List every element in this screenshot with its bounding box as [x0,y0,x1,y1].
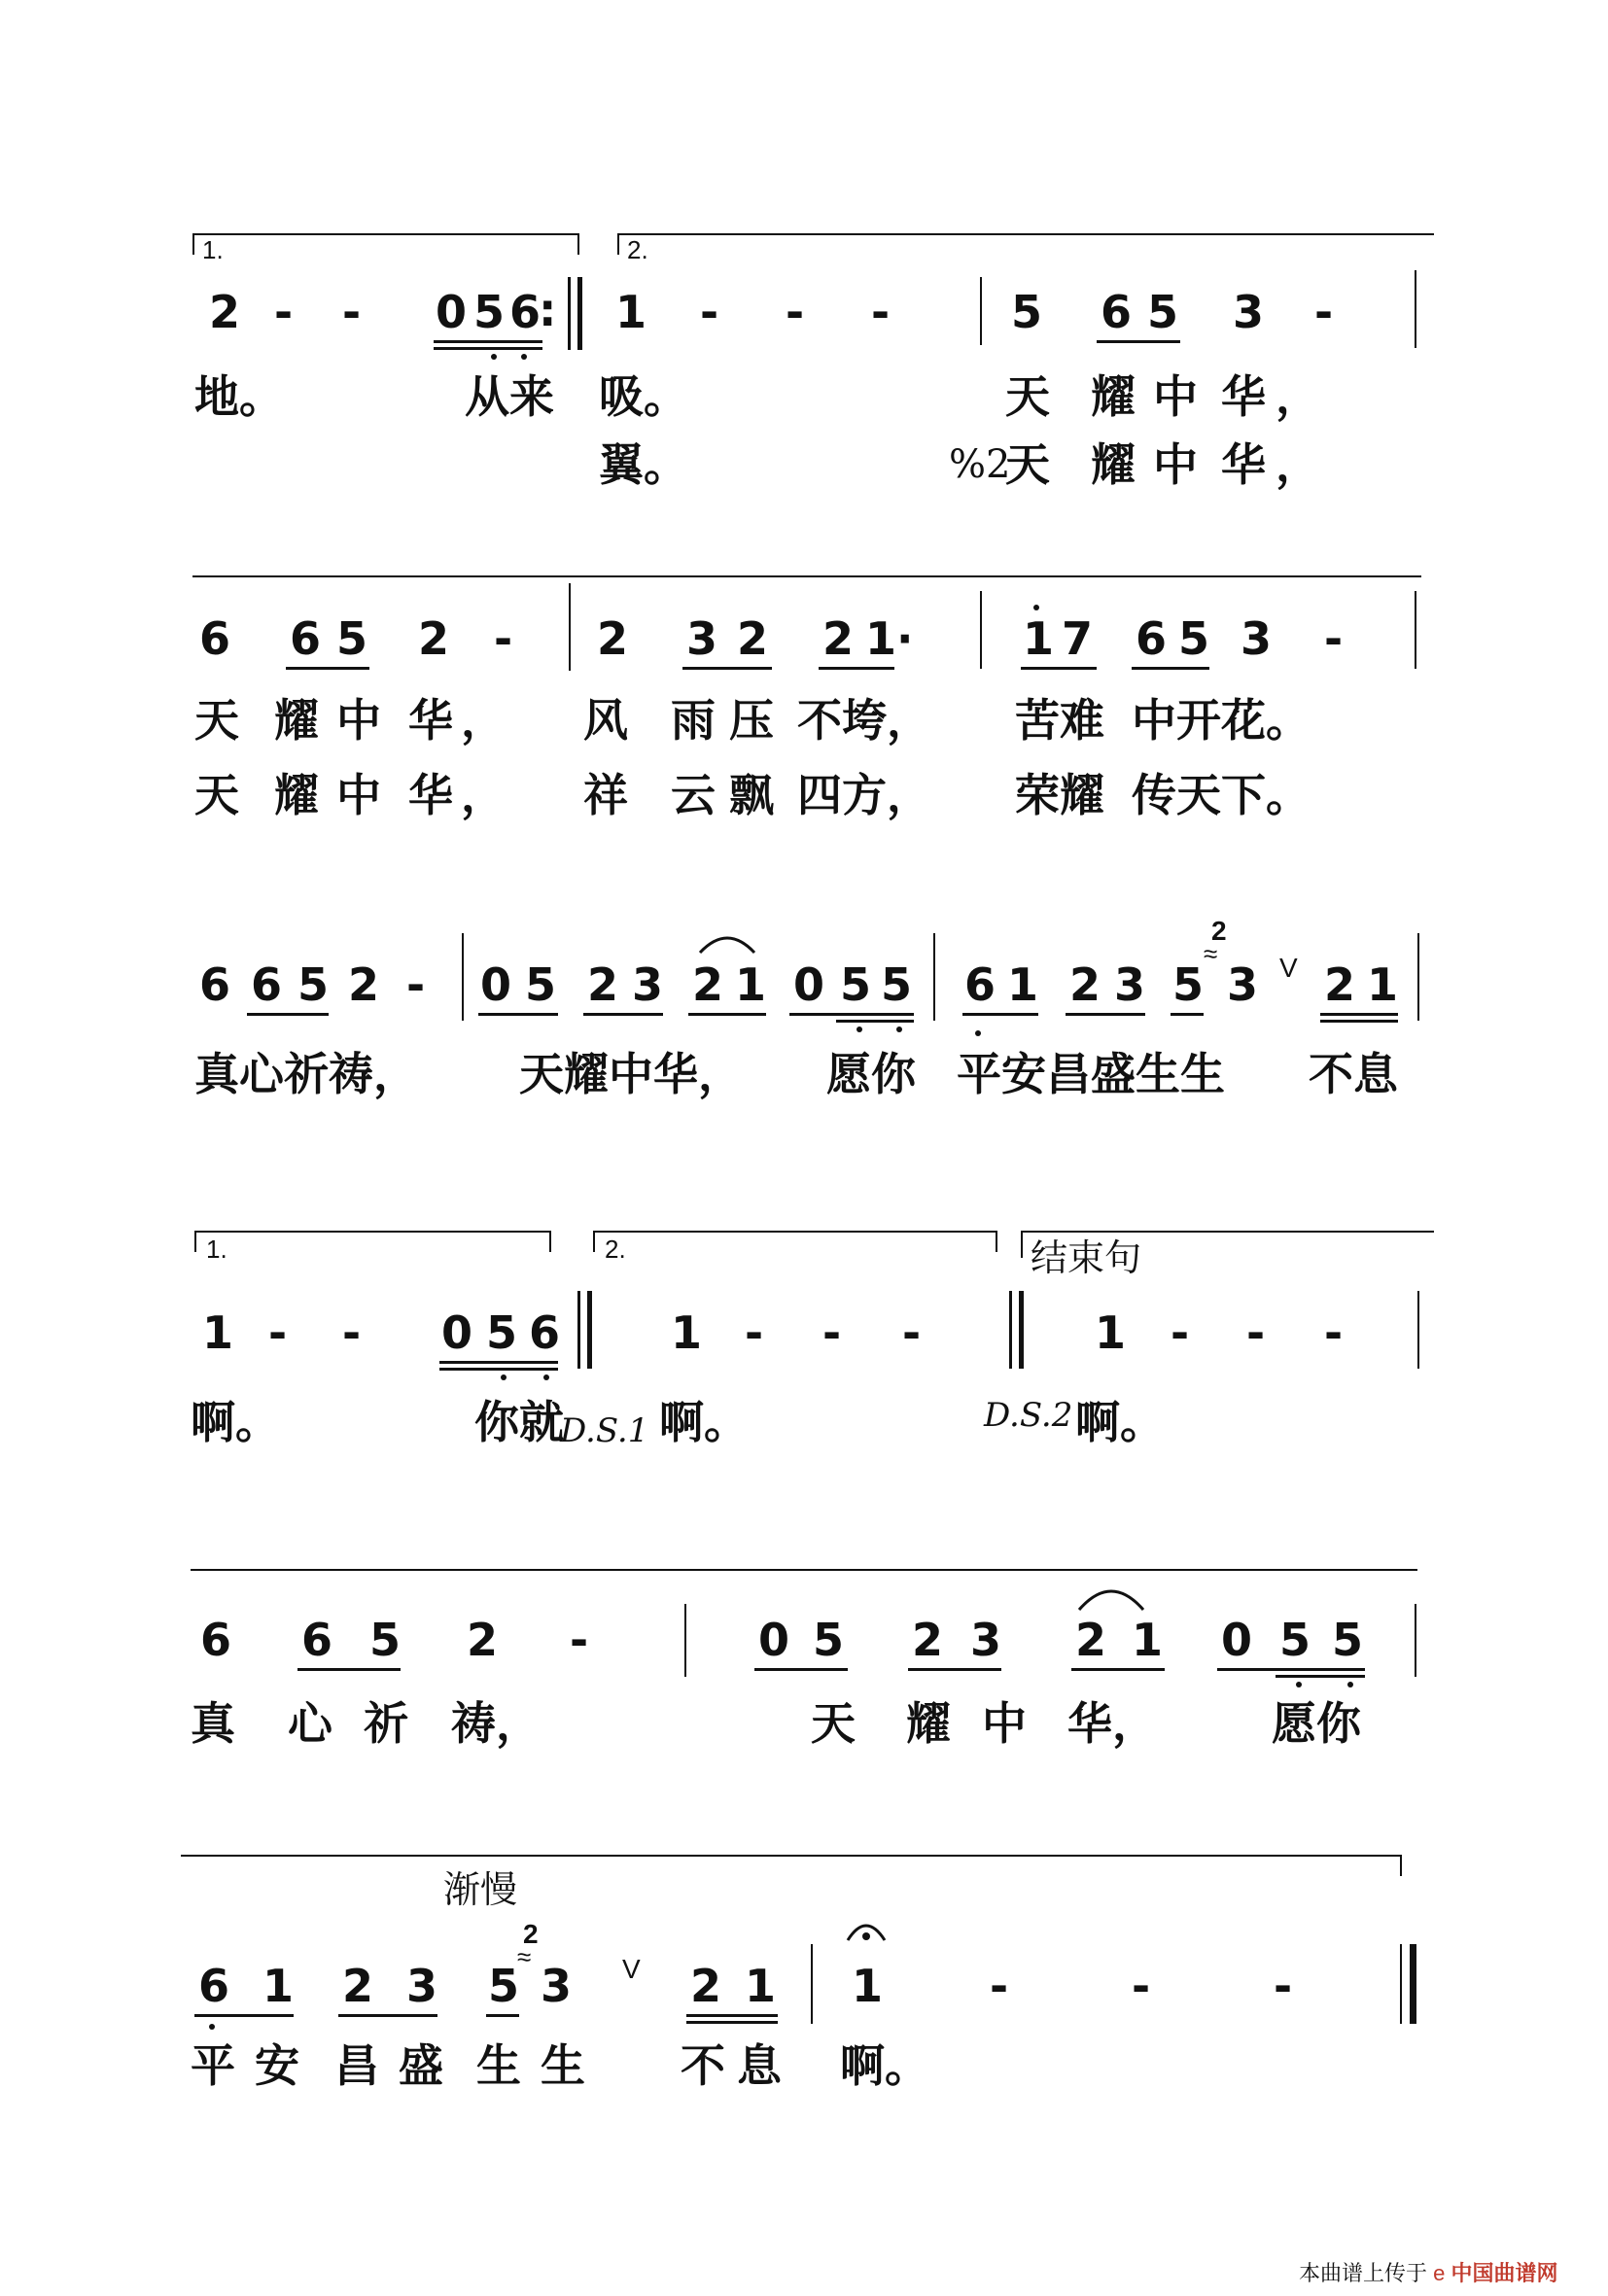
note: 2 [342,1960,374,2012]
lyric: 云飘 [671,769,787,821]
dash: - [1171,1306,1190,1359]
lyric: 安 [255,2039,299,2092]
note: 6 [251,958,283,1011]
note: 1 [262,1960,295,2012]
lyric: 啊。 [840,2039,929,2092]
lyric: 你就 [474,1396,564,1448]
lyric: 平 [191,2039,235,2092]
lyric: 真心祈祷， [194,1048,418,1100]
repeat-sign: : [539,284,557,336]
note: 6 [199,958,231,1011]
note: 5 [840,958,872,1011]
grace-tie-icon: ≈ [1204,939,1218,968]
dash: - [406,958,426,1011]
note: 5 [1172,958,1205,1011]
dash: - [1324,1306,1344,1359]
lyric: 盛 [399,2039,443,2092]
lyric: 生 [476,2039,521,2092]
lyric: 平安昌盛生生 [957,1048,1225,1100]
ds2-mark: D.S.2 [984,1396,1073,1435]
dash: - [1324,612,1344,665]
note: 6 [290,612,322,665]
dash: - [990,1960,1009,2012]
dash: - [342,286,362,338]
note: 5 [473,286,506,338]
grace-note: 2 [523,1919,539,1949]
ds1-mark: D.S.1 [560,1411,649,1450]
note: 5 [1147,286,1179,338]
note: 2 [1075,1614,1107,1666]
lyric: 翼。 [599,438,688,491]
grace-tie-icon: ≈ [517,1942,532,1971]
footer-text: 本曲谱上传于 [1299,2261,1428,2285]
lyric: 中开花。 [1132,694,1311,747]
lyric: 四方， [797,769,931,821]
lyric: 荣耀 [1015,769,1104,821]
slur-icon [1075,1579,1147,1614]
note: 1 [1007,958,1039,1011]
note: 3 [406,1960,438,2012]
note: 3 [1241,612,1273,665]
note: 1· [865,612,914,665]
lyric: 苦难 [1015,694,1104,747]
lyric: 息 [737,2039,782,2092]
note: 3 [970,1614,1002,1666]
note: 2 [418,612,450,665]
note: 6 [964,958,996,1011]
footer [1299,2257,1558,2287]
volta-2-label: 2. [605,1235,626,1264]
lyric: 耀中 [274,694,399,747]
lyric: 啊。 [1075,1396,1165,1448]
site-logo-icon: e [1433,2261,1446,2285]
lyric: 啊。 [191,1396,280,1448]
lyric: 华， [408,769,513,821]
lyric: 耀中 [1091,370,1215,423]
lyric: 祥 [583,769,628,821]
note: 5 [1178,612,1210,665]
lyric: 华， [1221,370,1330,423]
dash: - [342,1306,362,1359]
dash: - [274,286,294,338]
ending-label: 结束句 [1031,1238,1142,1279]
note: 2 [692,958,724,1011]
dash: - [1314,286,1334,338]
lyric: 华， [408,694,513,747]
note: 0 [1221,1614,1253,1666]
note: 2 [348,958,380,1011]
note: 5 [297,958,330,1011]
note: 6 [1101,286,1133,338]
lyric: 吸。 [599,370,688,423]
tempo-mark: 渐慢 [443,1870,518,1911]
breath-mark: V [622,1954,641,1984]
note: 2 [690,1960,722,2012]
lyric: 祷， [451,1697,541,1750]
note: 5 [369,1614,402,1666]
note: 3 [1114,958,1146,1011]
note: 3 [541,1960,573,2012]
dash: - [700,286,719,338]
lyric: 地。 [194,370,284,423]
lyric: 天耀中华， [519,1048,743,1100]
lyric: 中 [982,1697,1027,1750]
lyric: 愿你 [1272,1697,1361,1750]
lyric: 心 [288,1697,332,1750]
note: 7 [1062,612,1094,665]
note: 3 [1233,286,1265,338]
lyric: 啊。 [659,1396,749,1448]
note: 6 [1136,612,1168,665]
note: 5 [1011,286,1043,338]
note: 5 [813,1614,845,1666]
volta-1-label: 1. [206,1235,227,1264]
note: 6 [199,612,231,665]
lyric: 天 [1005,370,1050,423]
note: 1 [1095,1306,1127,1359]
lyric: 天 [194,769,239,821]
note: 6 [529,1306,561,1359]
fermata-icon [844,1911,889,1950]
footer-brand[interactable]: 中国曲谱网 [1451,2261,1558,2285]
breath-mark: V [1279,953,1298,983]
lyric: 不 [681,2039,725,2092]
lyric: 天 [194,694,239,747]
lyric: 天 [811,1697,856,1750]
note: 0 [758,1614,790,1666]
lyric: 传天下。 [1132,769,1311,821]
lyric: 耀 [906,1697,951,1750]
dash: - [494,612,513,665]
lyric: 天 [1005,438,1050,491]
note: 1 [852,1960,884,2012]
dash: - [268,1306,288,1359]
lyric: 雨压 [671,694,787,747]
note: 5 [336,612,368,665]
note: 0 [793,958,825,1011]
lyric: 耀中 [1091,438,1215,491]
note: 5 [525,958,557,1011]
note: 2 [822,612,855,665]
dash: - [786,286,805,338]
note: 2 [467,1614,499,1666]
dash: - [1274,1960,1293,2012]
note: 2 [597,612,629,665]
note: 5 [881,958,913,1011]
lyric: 生 [541,2039,585,2092]
lyric: 华， [1067,1697,1157,1750]
note: 3 [686,612,718,665]
dash: - [871,286,891,338]
note: 2 [1324,958,1356,1011]
dash: - [745,1306,764,1359]
dash: - [1246,1306,1266,1359]
note: 1 [671,1306,703,1359]
segno-2-mark: %2 [949,442,1011,487]
dash: - [822,1306,842,1359]
note: 5 [486,1306,518,1359]
note: 2 [737,612,769,665]
dash: - [902,1306,922,1359]
note: 2 [209,286,241,338]
note: 0 [441,1306,473,1359]
note: 0 [480,958,512,1011]
lyric: 风 [583,694,628,747]
lyric: 真 [191,1697,235,1750]
note: 2 [912,1614,944,1666]
note: 1 [735,958,767,1011]
note: 1 [1023,612,1055,665]
note: 5 [1332,1614,1364,1666]
lyric: 愿你 [826,1048,916,1100]
note: 5 [1279,1614,1311,1666]
note: 5 [488,1960,520,2012]
note: 6 [509,286,542,338]
grace-note: 2 [1211,916,1227,946]
note: 0 [436,286,468,338]
lyric: 不息 [1309,1048,1398,1100]
dash: - [1132,1960,1151,2012]
note: 2 [587,958,619,1011]
note: 3 [1227,958,1259,1011]
note: 6 [198,1960,230,2012]
volta-2-label: 2. [627,235,648,264]
lyric: 祈 [364,1697,408,1750]
note: 2 [1069,958,1101,1011]
note: 1 [745,1960,777,2012]
dash: - [570,1614,589,1666]
lyric: 耀中 [274,769,399,821]
note: 6 [200,1614,232,1666]
lyric: 昌 [334,2039,379,2092]
note: 1 [202,1306,234,1359]
note: 1 [615,286,647,338]
slur-icon [696,927,758,957]
note: 6 [301,1614,333,1666]
volta-1-label: 1. [202,235,224,264]
lyric: 华， [1221,438,1330,491]
note: 3 [632,958,664,1011]
note: 1 [1132,1614,1164,1666]
lyric: 不垮， [797,694,931,747]
note: 1 [1367,958,1399,1011]
lyric: 从来 [465,370,554,423]
